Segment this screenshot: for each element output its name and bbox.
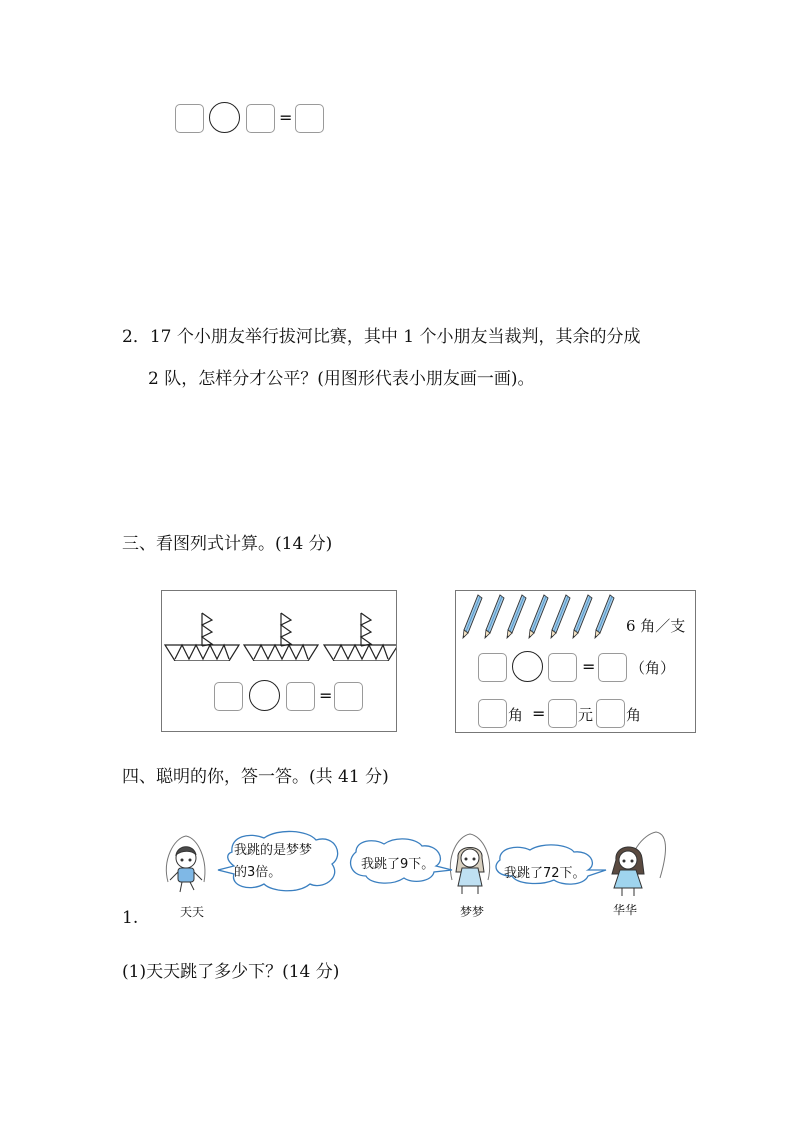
sailboat-icon	[244, 613, 318, 661]
pencils-picture-frame	[455, 590, 696, 733]
question-2-line1: 2．17 个小朋友举行拔河比赛，其中 1 个小朋友当裁判，其余的分成	[122, 327, 641, 347]
answer-box[interactable]	[548, 653, 577, 682]
kid-name-label: 华华	[613, 903, 638, 917]
section-4-title: 四、聪明的你，答一答。(共 41 分)	[122, 767, 389, 787]
boats-picture-frame	[161, 590, 397, 732]
pencil-icon	[551, 595, 570, 638]
answer-box[interactable]	[548, 699, 577, 728]
speech-bubble-3-text: 我跳了72下。	[504, 866, 586, 881]
speech-bubble-2-text: 我跳了9下。	[361, 857, 435, 872]
unit-label: 角	[508, 706, 524, 724]
kid-name-label: 天天	[180, 905, 205, 919]
pencils-illustration	[462, 593, 622, 643]
bubble-text-line: 我跳的是梦梦	[234, 843, 313, 858]
equals-sign: =	[319, 686, 333, 705]
operator-circle[interactable]	[209, 102, 240, 133]
pencil-icon	[507, 595, 526, 638]
boy-jumping-icon	[166, 836, 204, 892]
bubble-text-line: 的3倍。	[234, 865, 282, 880]
operator-circle[interactable]	[249, 680, 280, 711]
girl-jumping-icon	[612, 832, 666, 896]
answer-box[interactable]	[246, 104, 275, 133]
pencil-icon	[485, 595, 504, 638]
unit-label: 角	[626, 706, 642, 724]
equals-sign: =	[532, 704, 546, 723]
pencil-icon	[595, 595, 614, 638]
answer-box[interactable]	[295, 104, 324, 133]
girl-jumping-icon	[450, 834, 489, 894]
answer-box[interactable]	[596, 699, 625, 728]
answer-box[interactable]	[598, 653, 627, 682]
sub-question-1: (1)天天跳了多少下？(14 分)	[122, 962, 340, 982]
answer-box[interactable]	[175, 104, 204, 133]
price-label: 6 角／支	[626, 617, 686, 635]
sailboat-icon	[324, 613, 396, 661]
section-3-title: 三、看图列式计算。(14 分)	[122, 534, 333, 554]
sailboats-illustration	[162, 591, 396, 661]
kid-name-label: 梦梦	[460, 905, 485, 919]
equals-sign: =	[582, 657, 596, 676]
sailboat-icon	[165, 613, 239, 661]
unit-label: 元	[578, 706, 594, 724]
question-2-line2: 2 队，怎样分才公平？(用图形代表小朋友画一画)。	[148, 369, 535, 389]
pencil-icon	[529, 595, 548, 638]
pencil-icon	[573, 595, 592, 638]
answer-box[interactable]	[478, 699, 507, 728]
answer-box[interactable]	[478, 653, 507, 682]
unit-label: （角）	[630, 659, 676, 677]
pencil-icon	[463, 595, 482, 638]
answer-box[interactable]	[334, 682, 363, 711]
operator-circle[interactable]	[512, 651, 543, 682]
speech-bubble-1-text	[234, 840, 312, 884]
answer-box[interactable]	[214, 682, 243, 711]
answer-box[interactable]	[286, 682, 315, 711]
problem-number: 1.	[122, 908, 139, 928]
equals-sign: =	[279, 108, 293, 127]
